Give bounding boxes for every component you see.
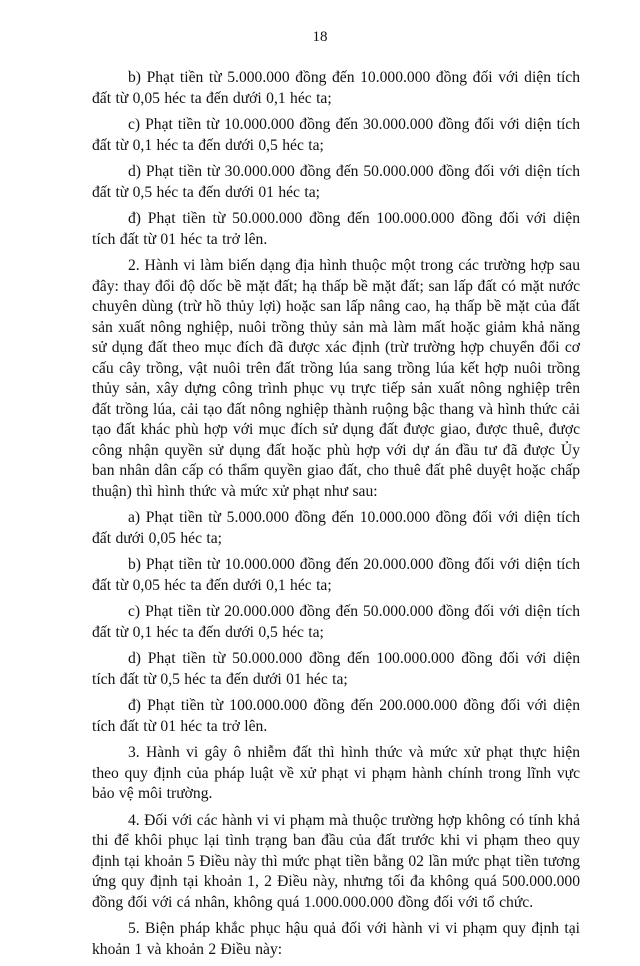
paragraph-clause-5: 5. Biện pháp khắc phục hậu quả đối với hành vi vi phạm quy định tại khoản 1 và khoản 2 Điều này: [92, 920, 580, 958]
paragraph-1d: d) Phạt tiền từ 30.000.000 đồng đến 50.000.000 đồng đối với diện tích đất từ 0,5 héc ta đến dưới 01 héc ta; [92, 163, 580, 201]
paragraph-2d: d) Phạt tiền từ 50.000.000 đồng đến 100.000.000 đồng đối với diện tích đất từ 0,5 héc ta đến dưới 01 héc ta; [92, 650, 580, 688]
paragraph-2dd: đ) Phạt tiền từ 100.000.000 đồng đến 200.000.000 đồng đối với diện tích đất từ 01 héc ta trở lên. [92, 697, 580, 735]
paragraph-2a: a) Phạt tiền từ 5.000.000 đồng đến 10.000.000 đồng đối với diện tích đất dưới 0,05 héc ta; [92, 509, 580, 547]
paragraph-2c: c) Phạt tiền từ 20.000.000 đồng đến 50.000.000 đồng đối với diện tích đất từ 0,1 héc ta đến dưới 0,5 héc ta; [92, 603, 580, 641]
paragraph-1c: c) Phạt tiền từ 10.000.000 đồng đến 30.000.000 đồng đối với diện tích đất từ 0,1 héc ta đến dưới 0,5 héc ta; [92, 116, 580, 154]
page-number: 18 [312, 29, 328, 45]
paragraph-clause-3: 3. Hành vi gây ô nhiễm đất thì hình thức và mức xử phạt thực hiện theo quy định của pháp luật về xử phạt vi phạm hành chính trong lĩnh vực bảo vệ môi trường. [92, 744, 580, 802]
paragraph-2b: b) Phạt tiền từ 10.000.000 đồng đến 20.000.000 đồng đối với diện tích đất từ 0,05 héc ta đến dưới 0,1 héc ta; [92, 556, 580, 594]
paragraph-clause-2: 2. Hành vi làm biến dạng địa hình thuộc một trong các trường hợp sau đây: thay đổi độ dốc bề mặt đất; hạ thấp bề mặt đất; san lấp đất có mặt nước chuyên dùng (trừ hồ thủy lợi) hoặc san lấp nâng cao, hạ thấp bề mặt của đất sản xuất nông nghiệp, nuôi trồng thủy sản mà làm mất hoặc giảm khả năng sử dụng đất theo mục đích đã được xác định (trừ trường hợp chuyển đổi cơ cấu cây trồng, vật nuôi trên đất trồng lúa sang trồng lúa kết hợp nuôi trồng thủy sản, xây dựng công trình phục vụ trực tiếp sản xuất nông nghiệp trên đất trồng lúa, cải tạo đất nông nghiệp thành ruộng bậc thang và hình thức cải tạo đất khác phù hợp với mục đích sử dụng đất được giao, được thuê, được công nhận quyền sử dụng đất hoặc phù hợp với dự án đầu tư đã được Ủy ban nhân dân cấp có thẩm quyền giao đất, cho thuê đất phê duyệt hoặc chấp thuận) thì hình thức và mức xử phạt như sau: [92, 257, 580, 500]
paragraph-1b: b) Phạt tiền từ 5.000.000 đồng đến 10.000.000 đồng đối với diện tích đất từ 0,05 héc ta đến dưới 0,1 héc ta; [92, 69, 580, 107]
paragraph-1dd: đ) Phạt tiền từ 50.000.000 đồng đến 100.000.000 đồng đối với diện tích đất từ 01 héc ta trở lên. [92, 210, 580, 248]
paragraph-clause-4: 4. Đối với các hành vi vi phạm mà thuộc trường hợp không có tính khả thi để khôi phục lại tình trạng ban đầu của đất trước khi vi phạm theo quy định tại khoản 5 Điều này thì mức phạt tiền bằng 02 lần mức phạt tiền tương ứng quy định tại khoản 1, 2 Điều này, nhưng tối đa không quá 500.000.000 đồng đối với cá nhân, không quá 1.000.000.000 đồng đối với tổ chức. [92, 811, 580, 911]
document-body [92, 68, 580, 966]
